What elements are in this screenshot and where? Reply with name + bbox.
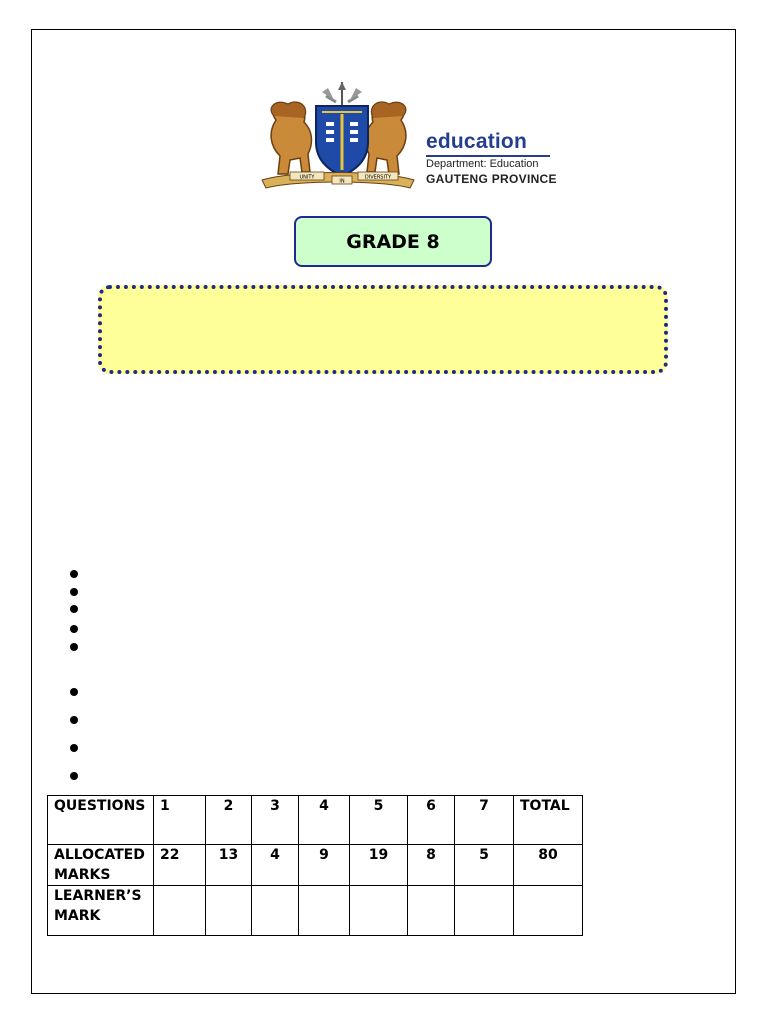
gauteng-education-logo [256,80,566,192]
bullet-point [70,688,78,696]
motto-middle: IN [339,178,345,185]
table-cell: 7 [455,796,514,845]
logo-wordmark: education [426,130,527,153]
table-cell: 5 [350,796,408,845]
table-cell: 9 [299,845,350,886]
motto-left: UNITY [299,174,315,181]
row-label: LEARNER’S MARK [48,886,154,936]
learner-mark-cell[interactable] [206,886,252,936]
table-cell: 19 [350,845,408,886]
table-cell: TOTAL [514,796,583,845]
table-cell: 80 [514,845,583,886]
bullet-point [70,643,78,651]
grade-label: GRADE 8 [346,230,440,253]
bullet-point [70,744,78,752]
learner-mark-cell[interactable] [455,886,514,936]
bullet-point [70,588,78,596]
bullet-point [70,772,78,780]
logo-department: Department: Education [426,158,539,170]
learner-mark-cell[interactable] [350,886,408,936]
table-row-learner [48,886,583,936]
learner-mark-cell[interactable] [154,886,206,936]
table-cell: 8 [408,845,455,886]
learner-mark-cell[interactable] [299,886,350,936]
subject-title-box [98,285,668,374]
table-cell: 4 [252,845,299,886]
table-cell: 3 [252,796,299,845]
table-cell: 2 [206,796,252,845]
table-cell: 1 [154,796,206,845]
learner-mark-cell[interactable] [408,886,455,936]
table-cell: 13 [206,845,252,886]
table-row-allocated [48,845,583,886]
table-cell: 6 [408,796,455,845]
motto-right: DIVERSITY [364,174,392,181]
logo-province: GAUTENG PROVINCE [426,172,557,186]
learner-mark-cell[interactable] [514,886,583,936]
bullet-point [70,625,78,633]
learner-mark-cell[interactable] [252,886,299,936]
table-row-questions [48,796,583,845]
bullet-point [70,570,78,578]
table-cell: 5 [455,845,514,886]
bullet-point [70,605,78,613]
logo-rule [426,155,550,157]
row-label: QUESTIONS [48,796,154,845]
grade-label-box [294,216,492,267]
table-cell: 22 [154,845,206,886]
table-cell: 4 [299,796,350,845]
row-label: ALLOCATED MARKS [48,845,154,886]
bullet-point [70,716,78,724]
marks-table [47,795,583,936]
coat-of-arms-icon [256,80,421,192]
